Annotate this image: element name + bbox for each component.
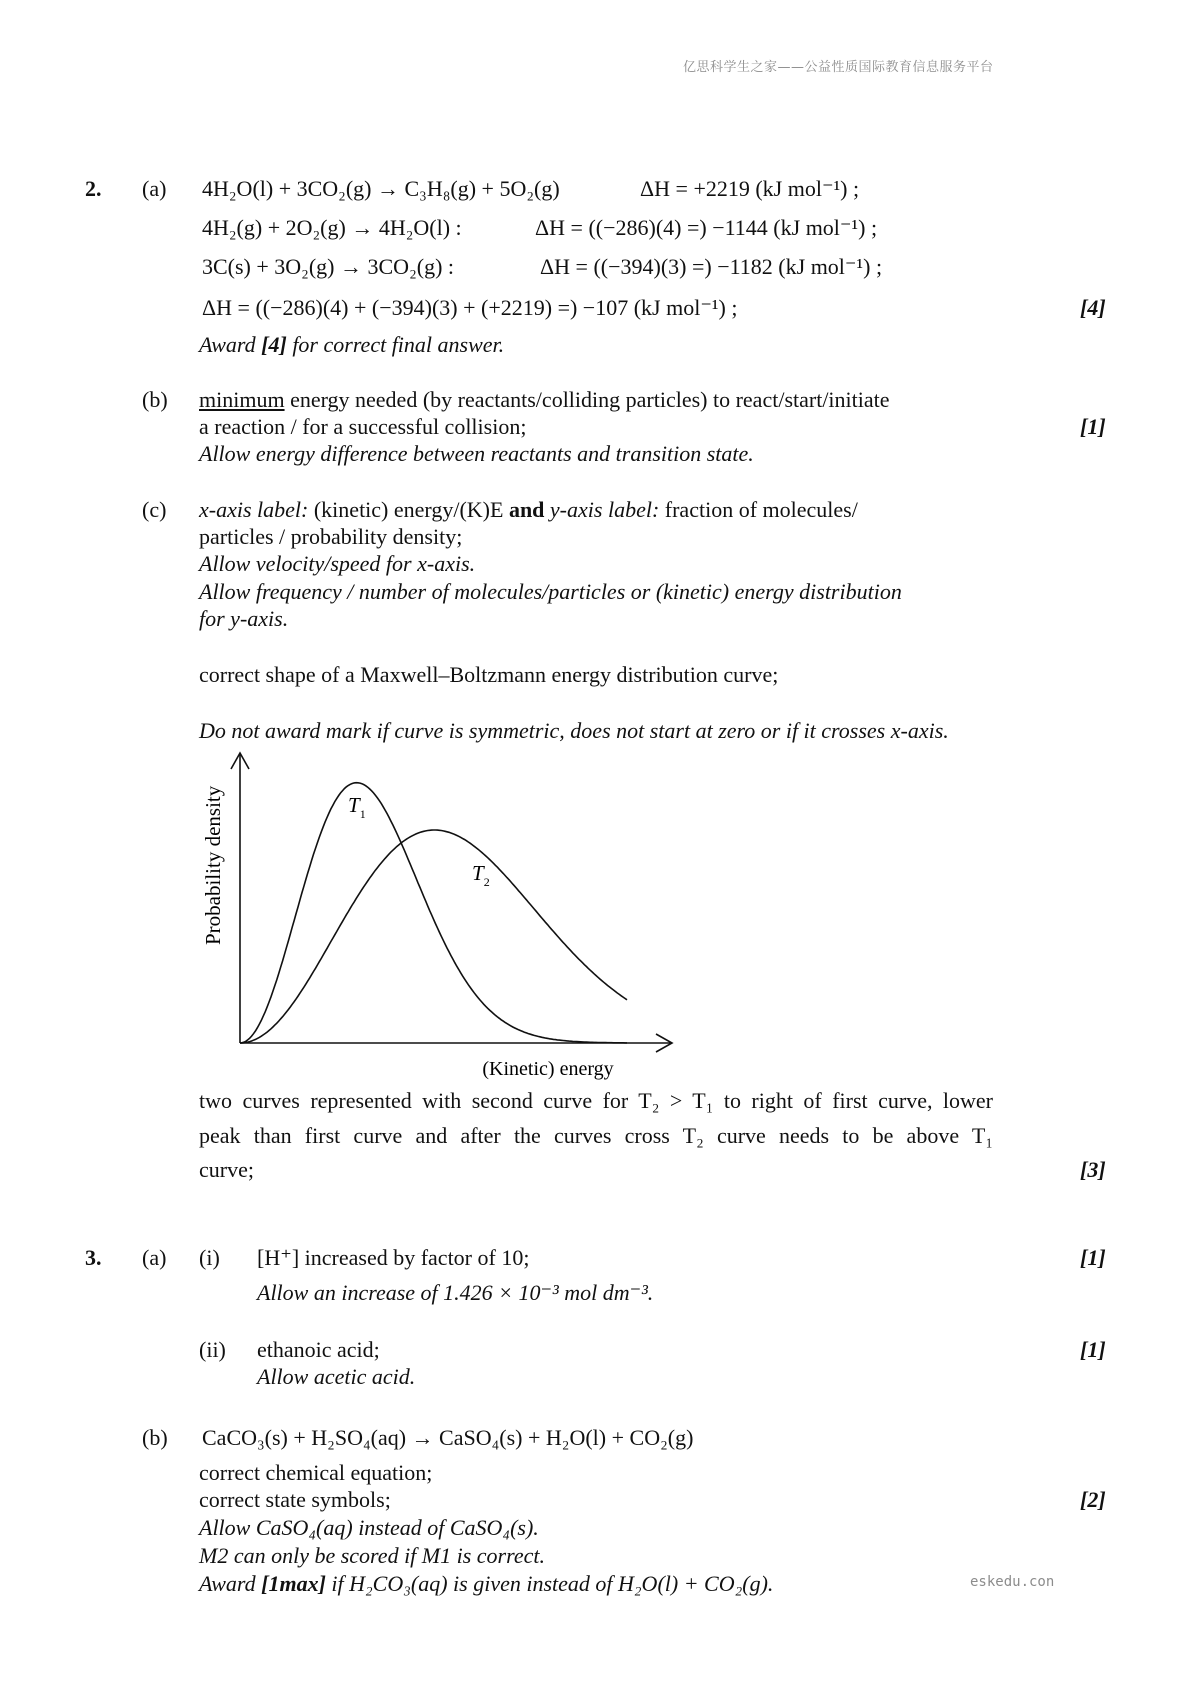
part-label: (b): [142, 1425, 168, 1450]
answer-line: peak than first curve and after the curves cross T₂ curve needs to be above T₁: [199, 1123, 993, 1148]
marking-note: for y-axis.: [199, 606, 289, 631]
enthalpy-value: ΔH = ((−394)(3) =) −1182 (kJ mol⁻¹) ;: [540, 254, 883, 279]
subpart-label: (ii): [199, 1337, 226, 1362]
marking-note: M2 can only be scored if M1 is correct.: [199, 1543, 546, 1568]
enthalpy-value: ΔH = ((−286)(4) =) −1144 (kJ mol⁻¹) ;: [535, 215, 878, 240]
answer-line: minimum energy needed (by reactants/colliding particles) to react/start/initiate: [199, 387, 890, 412]
enthalpy-total: ΔH = ((−286)(4) + (−394)(3) + (+2219) =) −107 (kJ mol⁻¹) ;: [202, 295, 738, 320]
equation-calcium-carbonate: CaCO₃(s) + H₂SO₄(aq) → CaSO₄(s) + H₂O(l) + CO₂(g): [202, 1425, 694, 1450]
marking-note: Award [1max] if H₂CO₃(aq) is given instead of H₂O(l) + CO₂(g).: [199, 1571, 774, 1596]
marking-note: Allow frequency / number of molecules/particles or (kinetic) energy distribution: [199, 579, 902, 604]
equation-hydrogen-combustion: 4H₂(g) + 2O₂(g) → 4H₂O(l) :: [202, 215, 462, 240]
mark-allocation: [1]: [1080, 1245, 1106, 1270]
answer-line: x-axis label: (kinetic) energy/(K)E and y-axis label: fraction of molecules/: [199, 497, 858, 522]
equation-carbon-combustion: 3C(s) + 3O₂(g) → 3CO₂(g) :: [202, 254, 455, 279]
answer-line: ethanoic acid;: [257, 1337, 380, 1362]
marking-note: Allow energy difference between reactants and transition state.: [199, 441, 754, 466]
equation-propane-reverse: 4H₂O(l) + 3CO₂(g) → C₃H₈(g) + 5O₂(g): [202, 176, 560, 201]
part-label: (c): [142, 497, 167, 522]
marking-note: Do not award mark if curve is symmetric, does not start at zero or if it crosses x-axis.: [199, 718, 949, 743]
answer-line: particles / probability density;: [199, 524, 463, 549]
x-axis-label: (Kinetic) energy: [482, 1058, 614, 1080]
curve-label-t2: $T_2$: [472, 861, 490, 889]
marking-note: Allow velocity/speed for x-axis.: [199, 551, 476, 576]
enthalpy-value: ΔH = +2219 (kJ mol⁻¹) ;: [640, 176, 860, 201]
question-number: 3.: [85, 1245, 102, 1270]
part-label: (a): [142, 1245, 167, 1270]
part-label: (a): [142, 176, 167, 201]
answer-line: correct shape of a Maxwell–Boltzmann energy distribution curve;: [199, 662, 779, 687]
subpart-label: (i): [199, 1245, 220, 1270]
question-number: 2.: [85, 176, 102, 201]
mark-allocation: [2]: [1080, 1487, 1106, 1512]
maxwell-boltzmann-chart: [190, 745, 690, 1090]
part-label: (b): [142, 387, 168, 412]
footer-site-name: eskedu.con: [970, 1574, 1055, 1590]
answer-line: a reaction / for a successful collision;: [199, 414, 527, 439]
header-site-name: 亿思科学生之家——公益性质国际教育信息服务平台: [683, 60, 994, 75]
mark-allocation: [1]: [1080, 414, 1106, 439]
marking-note: Allow CaSO₄(aq) instead of CaSO₄(s).: [199, 1515, 539, 1540]
answer-line: two curves represented with second curve for T₂ > T₁ to right of first curve, lower: [199, 1088, 993, 1113]
y-axis-label: Probability density: [201, 785, 225, 945]
curve-t2: [240, 830, 627, 1043]
answer-line: [H⁺] increased by factor of 10;: [257, 1245, 530, 1270]
marking-note: Allow an increase of 1.426 × 10⁻³ mol dm⁻³.: [257, 1280, 654, 1305]
mark-allocation: [4]: [1080, 295, 1106, 320]
marking-note: Award [4] for correct final answer.: [199, 332, 505, 357]
answer-line: curve;: [199, 1157, 254, 1182]
answer-line: correct chemical equation;: [199, 1460, 433, 1485]
marking-note: Allow acetic acid.: [257, 1364, 416, 1389]
curve-label-t1: $T_1$: [348, 793, 366, 821]
mark-allocation: [1]: [1080, 1337, 1106, 1362]
curve-t1: [240, 783, 627, 1043]
mark-allocation: [3]: [1080, 1157, 1106, 1182]
answer-line: correct state symbols;: [199, 1487, 391, 1512]
